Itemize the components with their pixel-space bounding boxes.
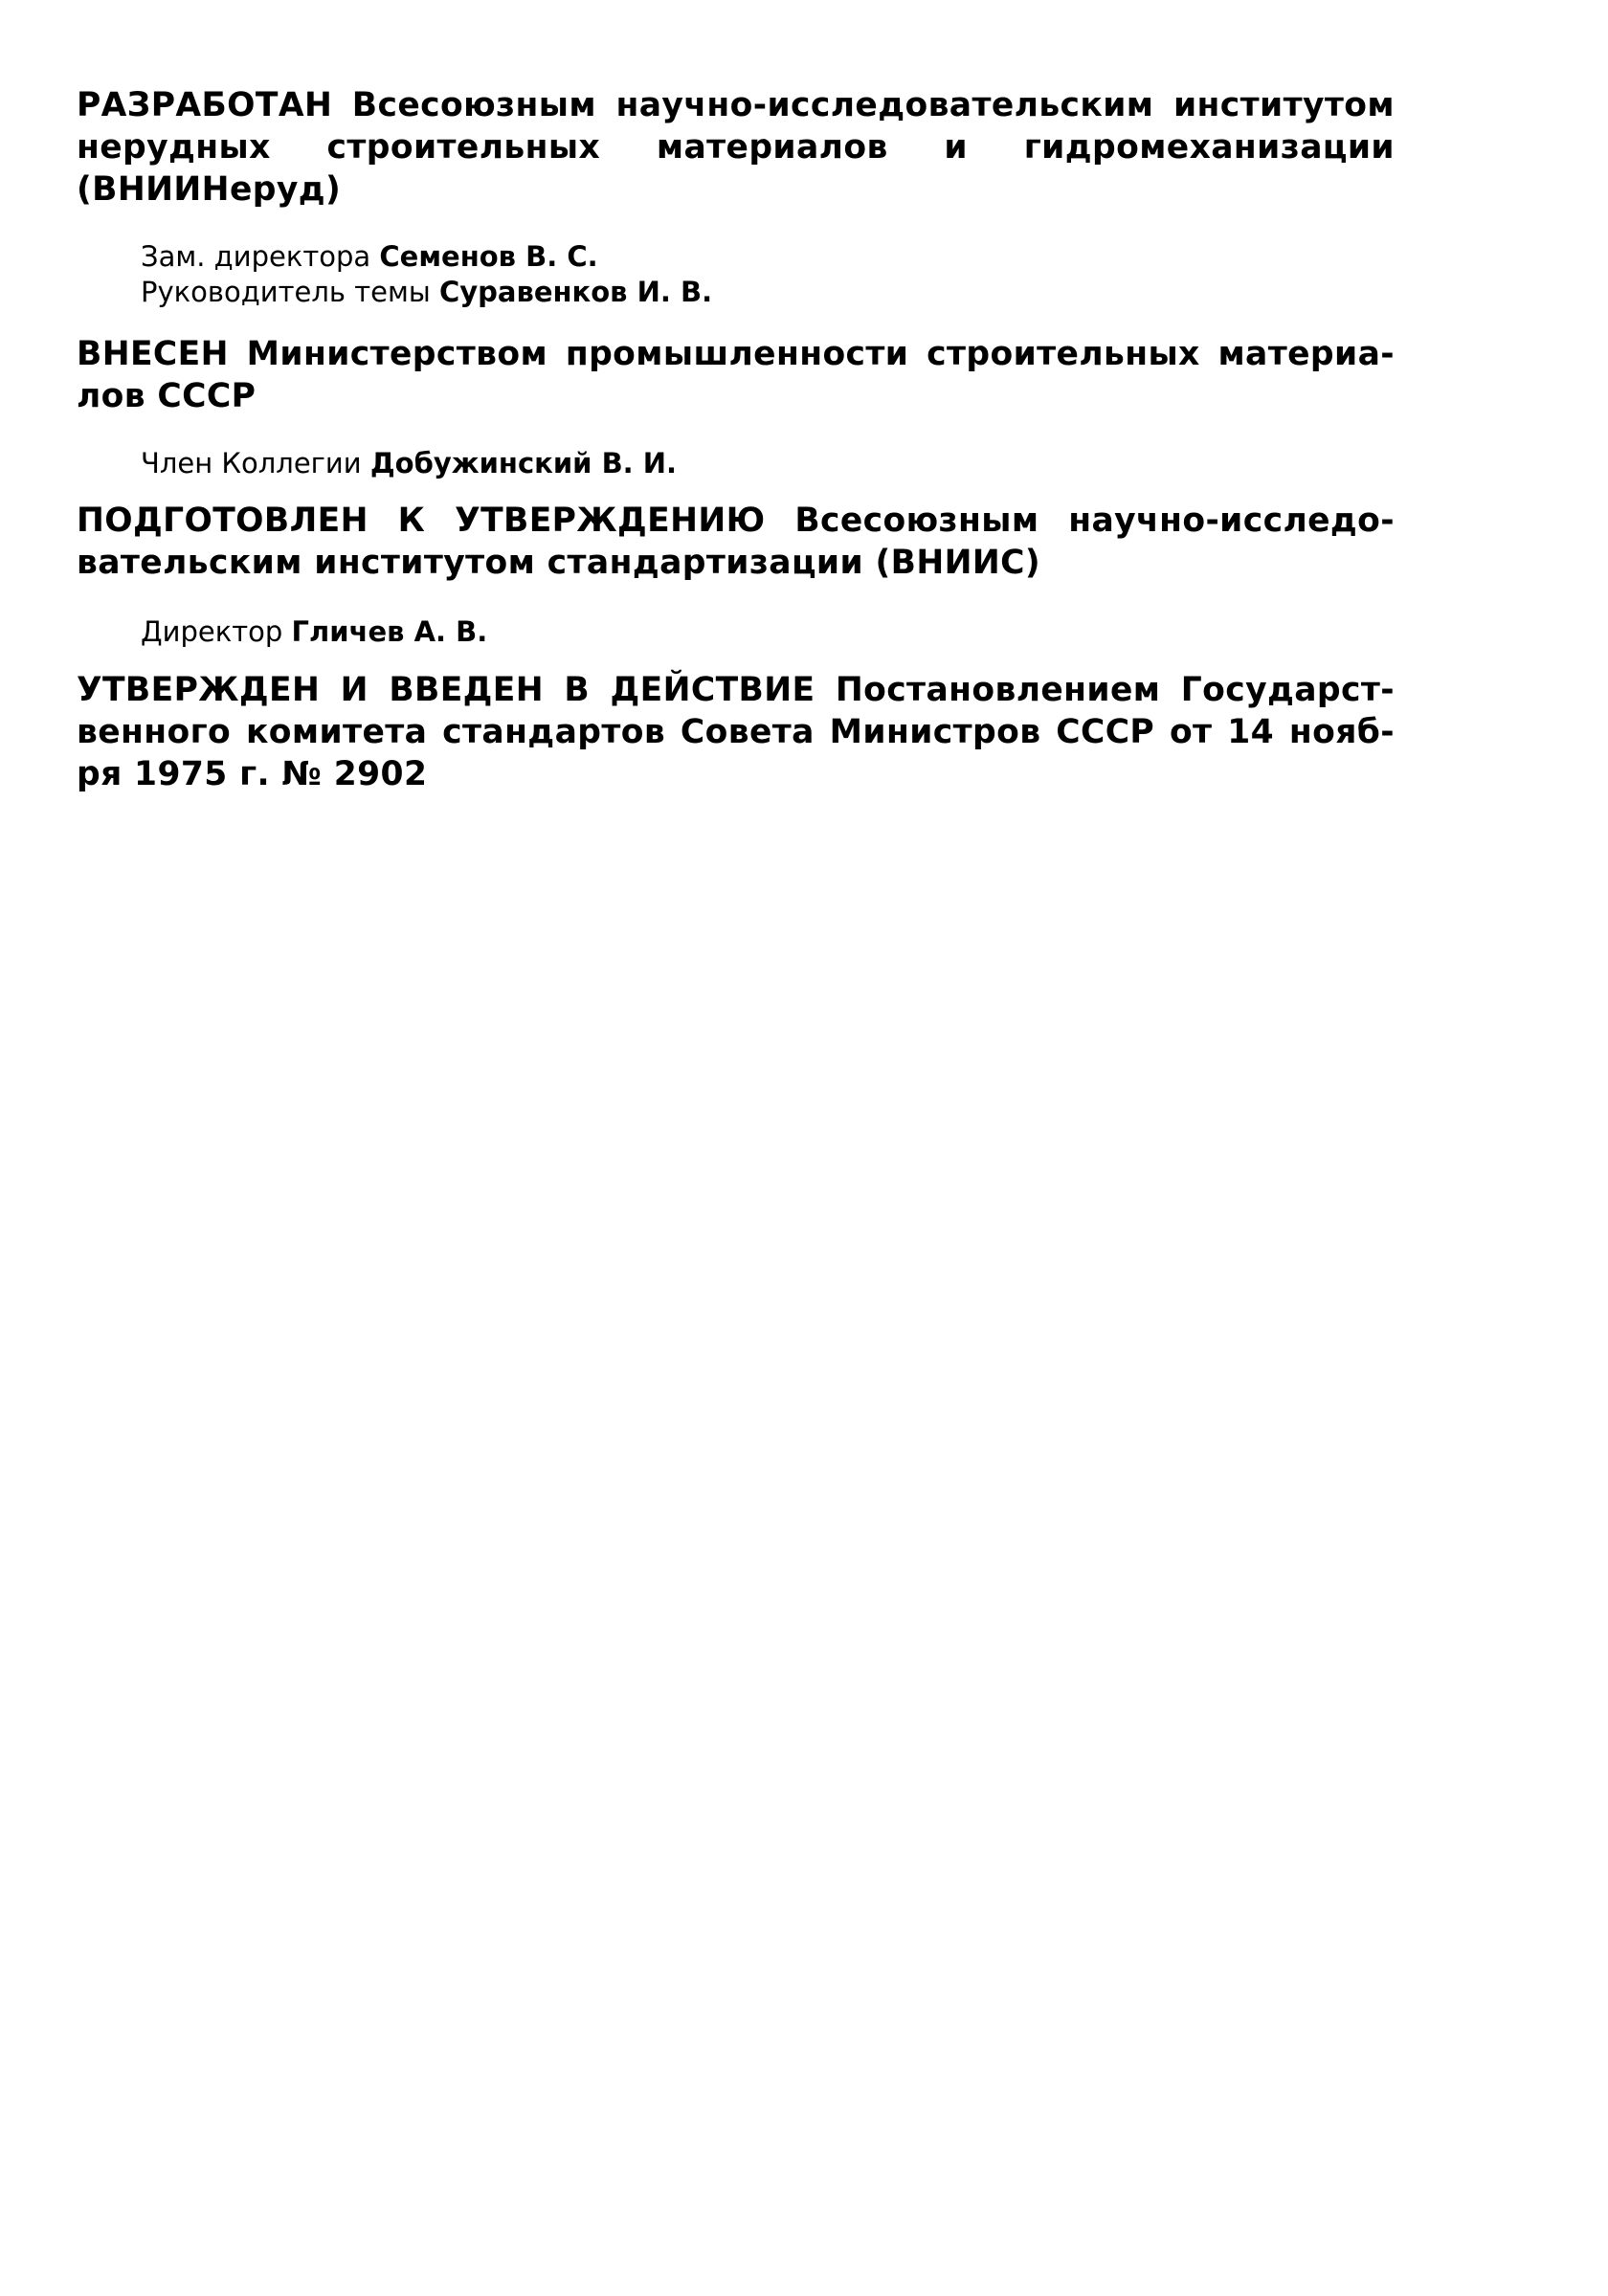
person-name: Гличев А. В. <box>291 615 488 648</box>
person-name: Семенов В. С. <box>379 240 598 273</box>
developed-line-2: нерудных строительных материалов и гидромеханизации <box>77 128 1395 167</box>
developed-person-2 <box>141 275 712 309</box>
approved-line-3: ря 1975 г. № 2902 <box>77 755 428 793</box>
prepared-line-2: вательским институтом стандартизации (ВНИИС) <box>77 544 1041 582</box>
person-role: Директор <box>141 615 283 648</box>
prepared-statement <box>77 500 1395 584</box>
developed-statement <box>77 84 1395 211</box>
person-role: Член Коллегии <box>141 447 362 479</box>
approved-line-1: УТВЕРЖДЕН И ВВЕДЕН В ДЕЙСТВИЕ Постановлением Государст- <box>77 671 1395 709</box>
person-name: Добужинский В. И. <box>369 447 678 479</box>
developed-person-1 <box>141 239 598 274</box>
approved-statement <box>77 669 1395 795</box>
prepared-line-1: ПОДГОТОВЛЕН К УТВЕРЖДЕНИЮ Всесоюзным научно-исследо- <box>77 502 1395 540</box>
person-role: Руководитель темы <box>141 276 431 308</box>
developed-line-3: (ВНИИНеруд) <box>77 170 342 209</box>
prepared-person-1 <box>141 614 487 649</box>
approved-line-2: венного комитета стандартов Совета Министров СССР от 14 нояб- <box>77 713 1395 751</box>
introduced-person-1 <box>141 446 677 480</box>
introduced-line-1: ВНЕСЕН Министерством промышленности строительных материа- <box>77 335 1395 373</box>
introduced-line-2: лов СССР <box>77 377 257 415</box>
developed-line-1: РАЗРАБОТАН Всесоюзным научно-исследовательским институтом <box>77 86 1395 124</box>
person-name: Суравенков И. В. <box>438 276 713 308</box>
introduced-statement <box>77 333 1395 417</box>
person-role: Зам. директора <box>141 240 371 273</box>
